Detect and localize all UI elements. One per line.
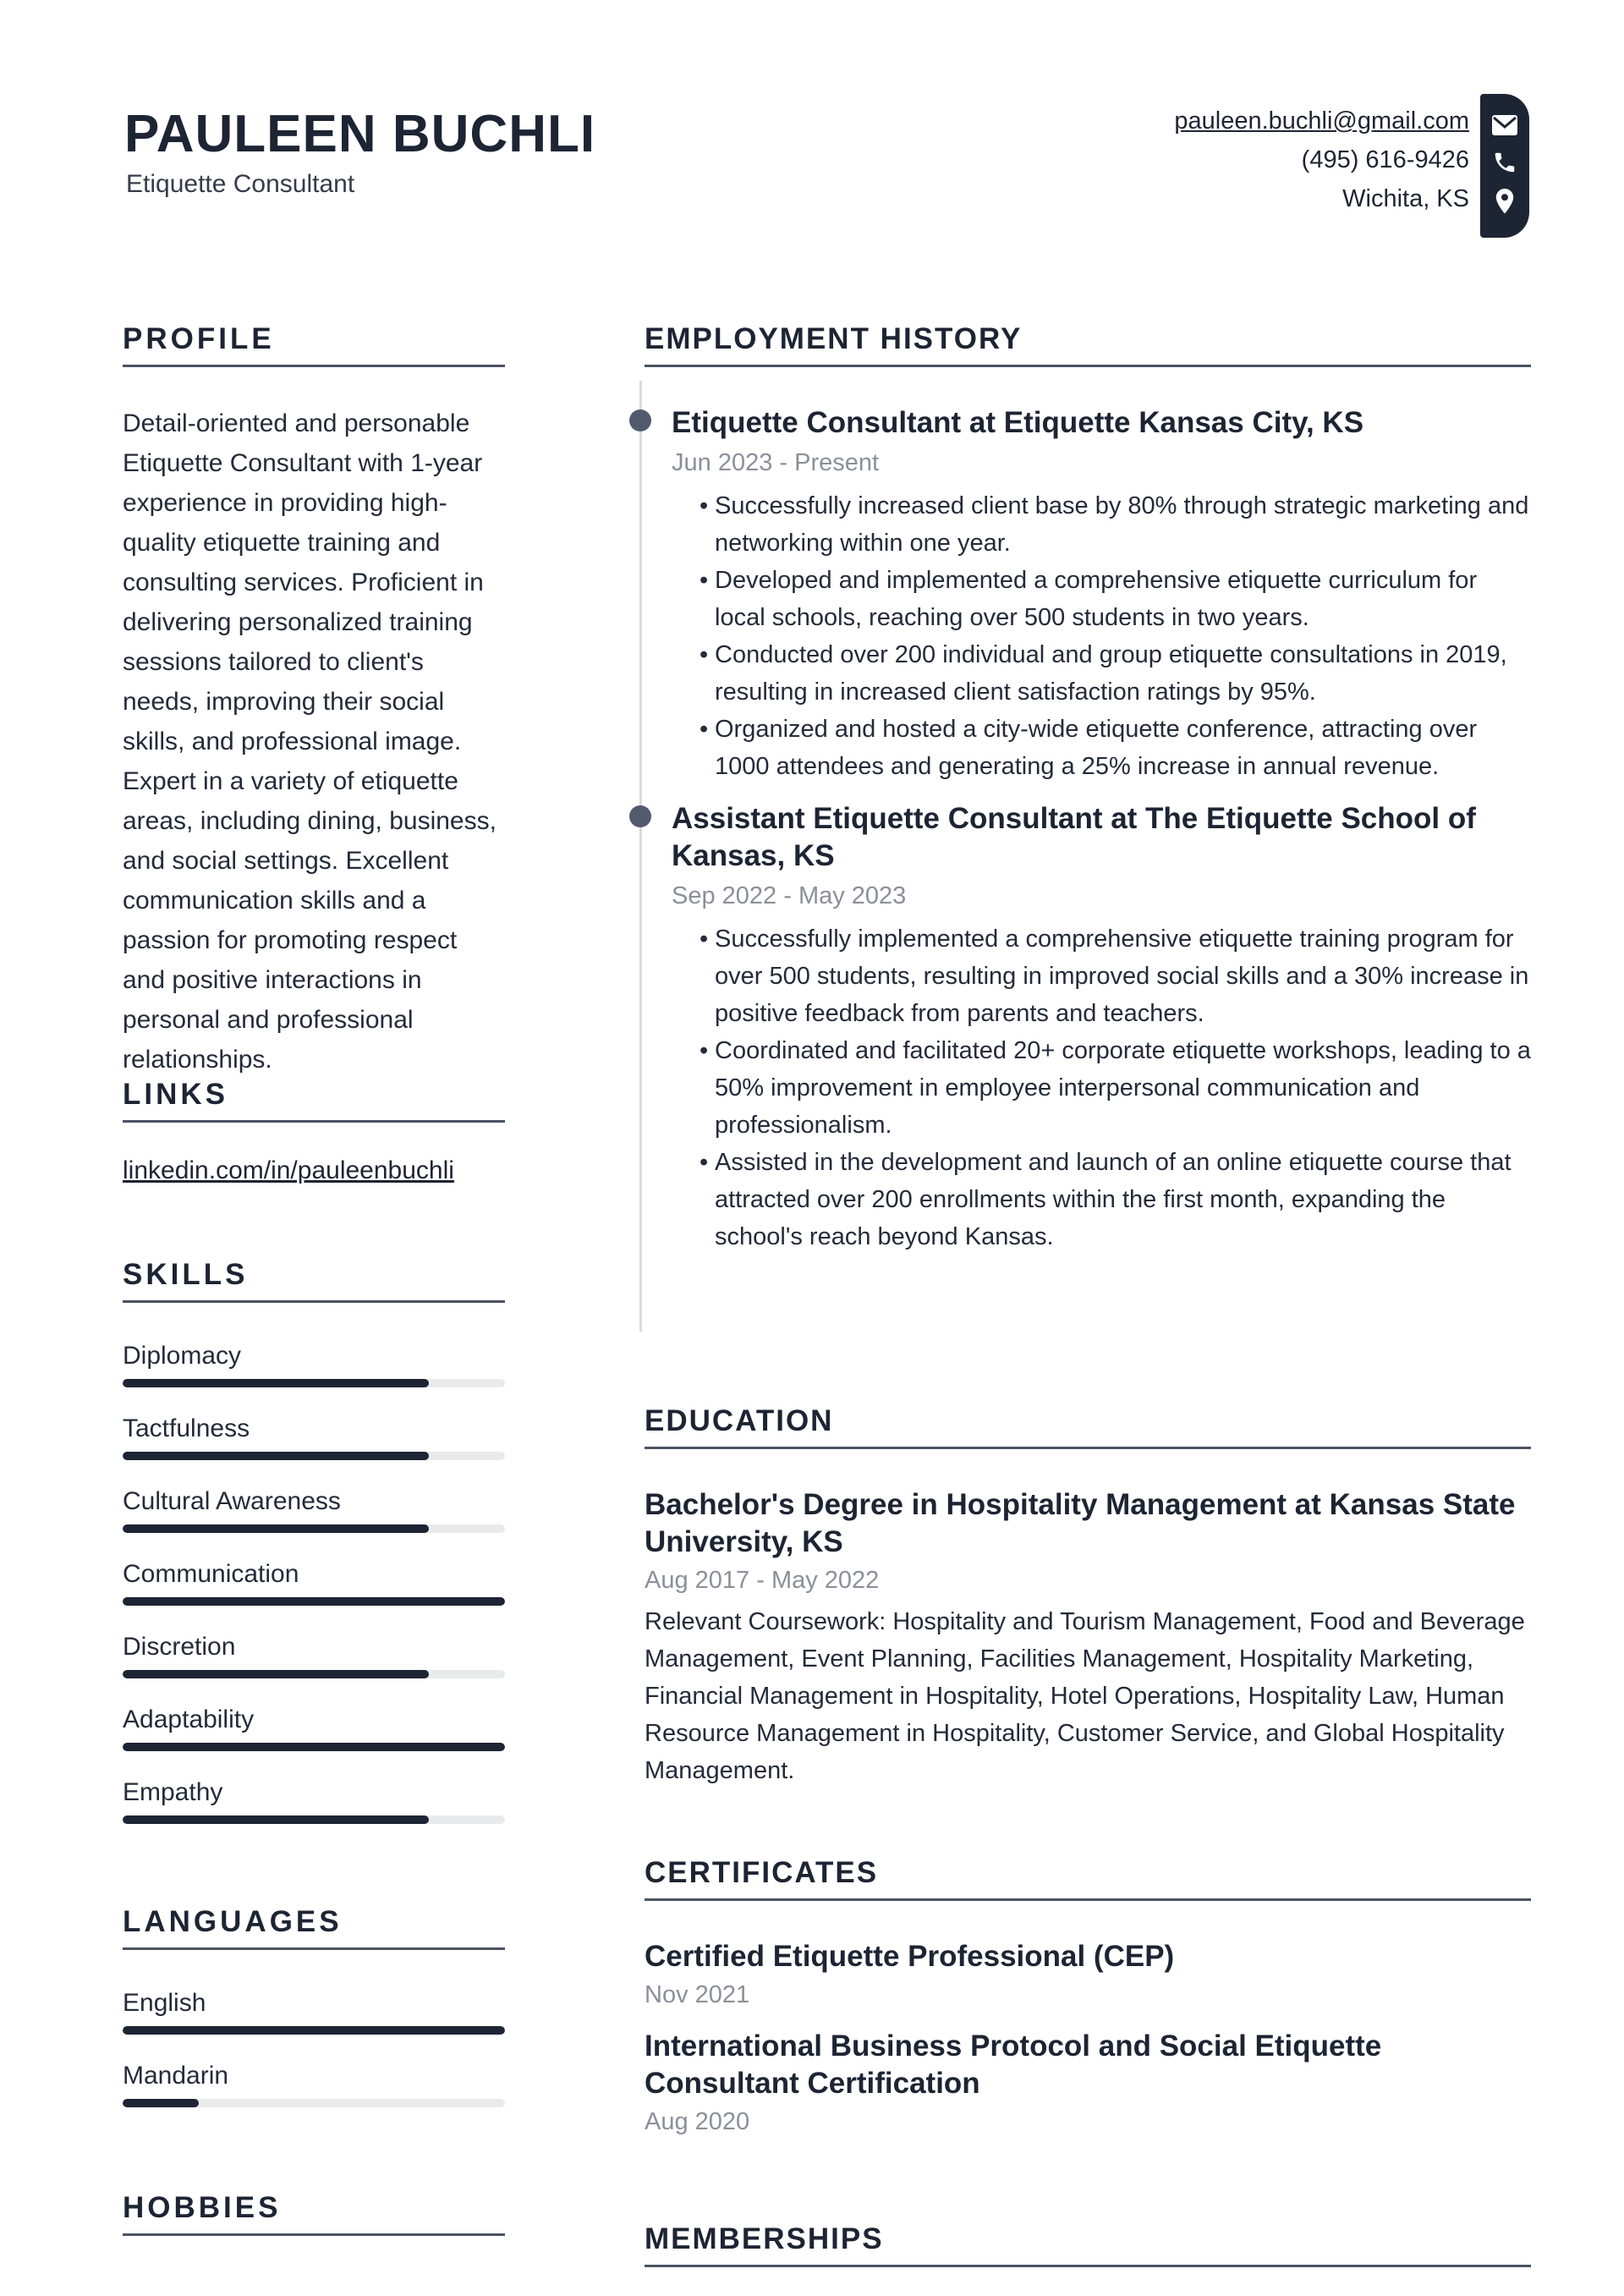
language-label: Mandarin [123, 2062, 229, 2090]
skill-bar-fill [123, 1524, 429, 1533]
email-link[interactable]: pauleen.buchli@gmail.com [1174, 107, 1469, 135]
skill-label: Discretion [123, 1633, 236, 1661]
phone-icon [1492, 150, 1517, 175]
certificates-list [645, 1938, 1531, 2134]
job-title: Assistant Etiquette Consultant at The Etiquette School of Kansas, KS [672, 802, 1476, 872]
section-divider [123, 1947, 505, 1950]
skill-bar [123, 1815, 505, 1824]
job-bullet: • Assisted in the development and launch of an online etiquette course that attracted over 200 enrollments within the first month, expanding the school's reach beyond Kansas. [672, 1144, 1531, 1255]
job-date: Sep 2022 - May 2023 [672, 882, 907, 909]
skill-bar [123, 1597, 505, 1606]
language-bar-fill [123, 2026, 505, 2035]
degree-title: Bachelor's Degree in Hospitality Management at Kansas State University, KS [645, 1488, 1516, 1558]
skill-item [123, 1705, 505, 1751]
skills-list [123, 1341, 505, 1824]
languages-heading: LANGUAGES [123, 1905, 343, 1938]
job-entry [645, 800, 1531, 1255]
language-item [123, 2061, 505, 2107]
person-name: PAULEEN BUCHLI [124, 105, 596, 163]
employment-heading: EMPLOYMENT HISTORY [645, 322, 1023, 355]
contact-block [1174, 102, 1469, 218]
job-bullet: • Conducted over 200 individual and group etiquette consultations in 2019, resulting in increased client satisfaction ratings by 95%. [672, 636, 1531, 711]
section-divider [123, 1300, 505, 1303]
skill-item [123, 1559, 505, 1606]
skills-section [123, 1260, 505, 1824]
certificate-item [645, 1938, 1531, 2008]
skill-bar [123, 1379, 505, 1387]
job-bullet-list [672, 920, 1531, 1255]
employment-timeline [645, 404, 1531, 1255]
section-divider [123, 365, 505, 367]
language-bar [123, 2099, 505, 2107]
skill-bar-fill [123, 1597, 505, 1606]
job-date: Jun 2023 - Present [672, 449, 880, 476]
skill-label: Tactfulness [123, 1414, 250, 1442]
job-bullet: • Successfully increased client base by 80% through strategic marketing and networking within one year. [672, 487, 1531, 562]
job-bullet: • Coordinated and facilitated 20+ corporate etiquette workshops, leading to a 50% improvement in employee interpersonal communication and professionalism. [672, 1032, 1531, 1144]
section-divider [123, 2233, 505, 2236]
education-entry [645, 1486, 1531, 1789]
certificates-section [645, 1858, 1531, 2134]
language-item [123, 1988, 505, 2035]
language-label: English [123, 1989, 206, 2017]
links-section [123, 1079, 505, 1185]
contact-phone: (495) 616-9426 [1301, 146, 1469, 173]
section-divider [645, 1898, 1531, 1901]
links-heading: LINKS [123, 1078, 228, 1111]
memberships-heading: MEMBERSHIPS [645, 2222, 884, 2255]
contact-icon-bar [1480, 94, 1529, 238]
envelope-icon [1491, 114, 1518, 136]
skill-label: Communication [123, 1560, 299, 1588]
skill-item [123, 1486, 505, 1533]
skill-label: Empathy [123, 1778, 223, 1806]
degree-date: Aug 2017 - May 2022 [645, 1567, 880, 1594]
skill-item [123, 1632, 505, 1678]
timeline-rail [639, 381, 642, 1332]
skill-bar [123, 1524, 505, 1533]
skill-bar-fill [123, 1452, 429, 1460]
job-bullet-list [672, 487, 1531, 785]
language-bar [123, 2026, 505, 2035]
section-divider [123, 1120, 505, 1123]
skill-bar-fill [123, 1815, 429, 1824]
skill-label: Diplomacy [123, 1342, 242, 1370]
contact-location: Wichita, KS [1342, 185, 1469, 212]
certificate-title: Certified Etiquette Professional (CEP) [645, 1940, 1175, 1973]
languages-section [123, 1907, 505, 2107]
skill-bar [123, 1743, 505, 1751]
employment-section [645, 324, 1531, 1255]
skill-bar-fill [123, 1743, 505, 1751]
degree-description: Relevant Coursework: Hospitality and Tourism Management, Food and Beverage Management, Event Planning, Facilities Management, Hospitality Marketing, Financial Management in Hospitality, Hotel Operations, Hospitality Law, Human Resource Management in Hospitality, Customer Service, and Global Hospitality Management. [645, 1608, 1525, 1784]
section-divider [645, 1447, 1531, 1449]
languages-list [123, 1988, 505, 2107]
job-bullet: • Organized and hosted a city-wide etiquette conference, attracting over 1000 attendees and generating a 25% increase in annual revenue. [672, 711, 1531, 785]
skill-item [123, 1341, 505, 1387]
certificate-title: International Business Protocol and Social Etiquette Consultant Certification [645, 2030, 1382, 2100]
education-heading: EDUCATION [645, 1404, 834, 1437]
skill-bar [123, 1670, 505, 1678]
location-pin-icon [1493, 189, 1517, 217]
job-bullet: • Developed and implemented a comprehensive etiquette curriculum for local schools, reaching over 500 students in two years. [672, 562, 1531, 636]
certificate-date: Nov 2021 [645, 1981, 750, 2008]
certificate-item [645, 2028, 1531, 2134]
section-divider [645, 365, 1531, 367]
profile-text: Detail-oriented and personable Etiquette Consultant with 1-year experience in providing high-quality etiquette training and consulting services. Proficient in delivering personalized training sessions tailored to client's needs, improving their social skills, and professional image. Expert in a variety of etiquette areas, including dining, business, and social settings. Excellent communication skills and a passion for promoting respect and positive interactions in personal and professional relationships. [123, 409, 497, 1074]
skill-bar-fill [123, 1379, 429, 1387]
skill-item [123, 1777, 505, 1824]
job-bullet: • Successfully implemented a comprehensive etiquette training program for over 500 students, resulting in improved social skills and a 30% increase in positive feedback from parents and teachers. [672, 920, 1531, 1032]
hobbies-section [123, 2193, 505, 2236]
skill-label: Cultural Awareness [123, 1487, 341, 1515]
certificate-date: Aug 2020 [645, 2108, 750, 2135]
job-title: Etiquette Consultant at Etiquette Kansas City, KS [672, 406, 1364, 439]
contact-email-row [1174, 102, 1469, 140]
profile-heading: PROFILE [123, 322, 275, 355]
skill-bar-fill [123, 1670, 429, 1678]
skill-label: Adaptability [123, 1706, 255, 1733]
skill-item [123, 1414, 505, 1460]
language-bar-fill [123, 2099, 199, 2107]
memberships-section [645, 2224, 1531, 2267]
person-job-title: Etiquette Consultant [126, 170, 355, 198]
profile-section [123, 324, 505, 1079]
skill-bar [123, 1452, 505, 1460]
certificates-heading: CERTIFICATES [645, 1856, 879, 1889]
education-section [645, 1406, 1531, 1789]
section-divider [645, 2265, 1531, 2267]
skills-heading: SKILLS [123, 1258, 249, 1291]
hobbies-heading: HOBBIES [123, 2191, 282, 2224]
linkedin-link[interactable]: linkedin.com/in/pauleenbuchli [123, 1156, 454, 1184]
job-entry [645, 404, 1531, 785]
